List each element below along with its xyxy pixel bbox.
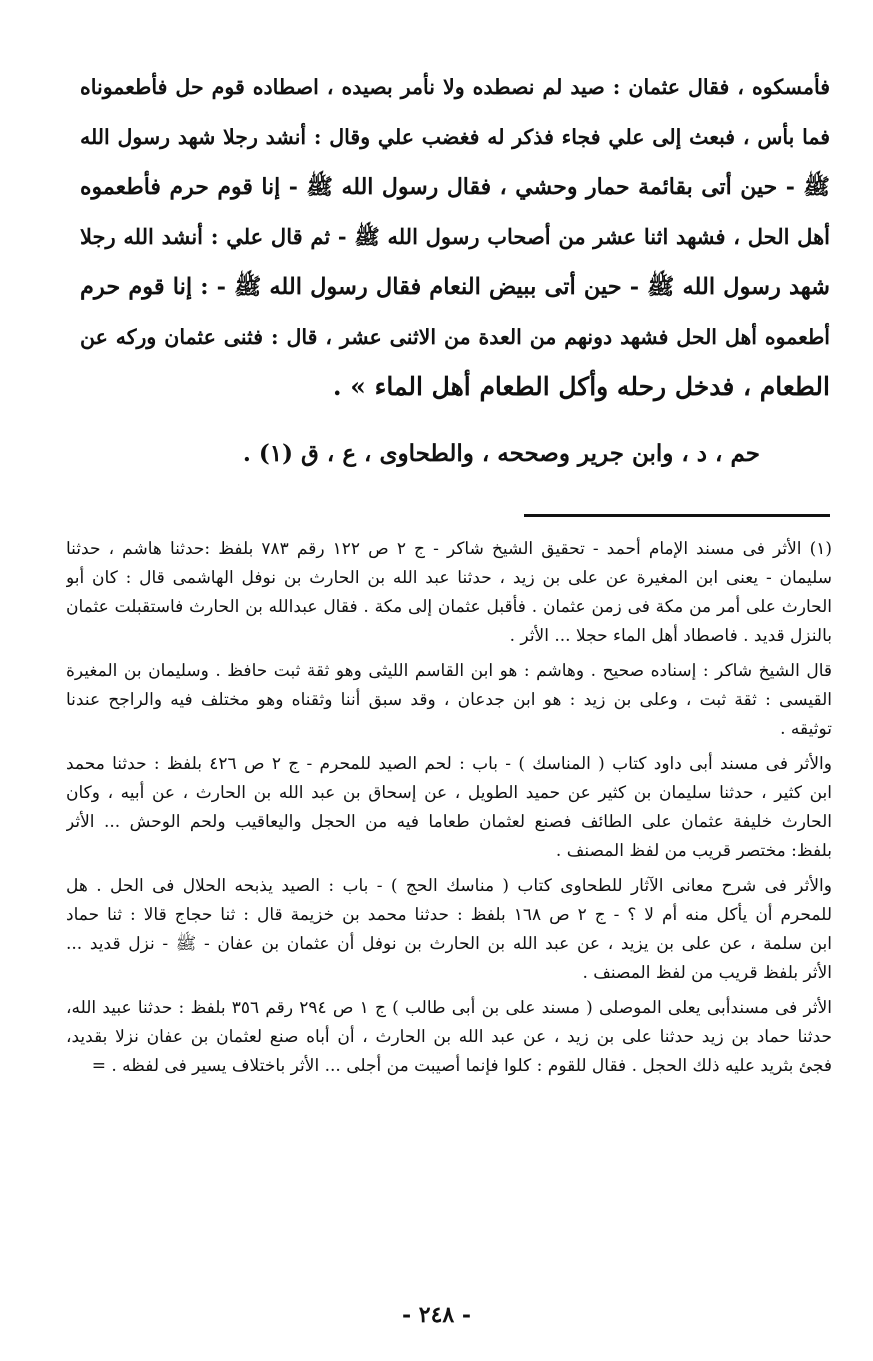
footnote-line: والأثر فى مسند أبى داود كتاب ( المناسك ) - باب : لحم الصيد للمحرم - ج ٢ ص ٤٢٦ بلفظ : حدثنا محمد [66,754,832,774]
main-text-line: فما بأس ، فبعث إلى علي فجاء فذكر له فغضب علي وقال : أنشد رجلا شهد رسول الله [80,125,830,149]
main-text-line: ﷺ - حين أتى بقائمة حمار وحشي ، فقال رسول الله ﷺ - إنا قوم حرم فأطعموه [80,174,830,200]
footnote-paragraph [66,994,832,1081]
main-text-line: فأمسكوه ، فقال عثمان : صيد لم نصطده ولا نأمر بصيده ، اصطاده قوم حل فأطعموناه [80,75,830,99]
footnote-line: الحارث على أمر من مكة فى زمن عثمان . فأقبل عثمان إلى مكة . فقال عبدالله بن الحارث فاستقبلت عثمان [66,597,832,617]
footnote-line: الأثر بلفظ قريب من لفظ المصنف . [582,963,832,983]
footnote-paragraph [66,657,832,744]
source-citation: حم ، د ، وابن جرير وصححه ، والطحاوى ، ع ، ق (١) . [242,440,760,467]
footnote-line: والأثر فى شرح معانى الآثار للطحاوى كتاب ( مناسك الحج ) - باب : الصيد يذبحه الحلال فى الحل . هل [66,876,832,896]
footnote-line: فجئ بثريد عليه ذلك الحجل . فقال للقوم : كلوا فإنما أصيبت من أجلى ... الأثر باختلاف يسير فى لفظه . = [91,1056,832,1076]
footnote-line: القيسى : ثقة ثبت ، وعلى بن زيد : هو ابن جدعان ، وقد سبق أننا وثقناه وهو مختلف فيه والراجح عندنا [66,690,832,710]
footnote-paragraph [66,872,832,988]
main-text-line: شهد رسول الله ﷺ - حين أتى ببيض النعام فقال رسول الله ﷺ - : إنا قوم حرم [80,274,830,300]
footnote-paragraph [66,750,832,866]
footnote-line: بالنزل قديد . فاصطاد أهل الماء حجلا ... الأثر . [509,626,832,646]
footnote-line: الحارث خليفة عثمان على الطائف فصنع لعثمان طعاما فيه من الحجل واليعاقيب ولحم الوحش ... الأثر [66,812,832,832]
footnote-line: توثيقه . [780,719,832,739]
footnote-line: سليمان - يعنى ابن المغيرة عن على بن زيد ، حدثنا عبد الله بن الحارث بن نوفل الهاشمى قال : كان أبو [66,568,832,588]
footnote-line: قال الشيخ شاكر : إسناده صحيح . وهاشم : هو ابن القاسم الليثى وهو ثقة ثبت حافظ . وسليمان بن المغيرة [66,661,832,681]
footnote-divider [524,514,830,517]
footnote-line: ابن كثير ، حدثنا سليمان بن كثير عن حميد الطويل ، عن إسحاق بن عبد الله بن الحارث ، عن أبيه ، وكان [66,783,832,803]
footnote-line: ابن سلمة ، عن على بن يزيد ، عن عبد الله بن الحارث بن نوفل أن عثمان بن عفان - ﷺ - نزل قديد ... [66,934,832,954]
main-text-line: الطعام ، فدخل رحله وأكل الطعام أهل الماء » . [332,372,830,401]
footnote-line: حدثنا حماد بن زيد حدثنا على بن زيد ، عن عبد الله بن الحارث ، أن أباه صنع لعثمان بن عفان نزلا بقديد، [66,1027,832,1047]
footnote-paragraph [66,535,832,651]
footnote-line: (١) الأثر فى مسند الإمام أحمد - تحقيق الشيخ شاكر - ج ٢ ص ١٢٢ رقم ٧٨٣ بلفظ :حدثنا هاشم ، حدثنا [66,539,832,559]
main-text-line: أهل الحل ، فشهد اثنا عشر من أصحاب رسول الله ﷺ - ثم قال علي : أنشد الله رجلا [80,224,830,249]
footnote-line: الأثر فى مسندأبى يعلى الموصلى ( مسند على بن أبى طالب ) ج ١ ص ٢٩٤ رقم ٣٥٦ بلفظ : حدثنا عبيد الله، [66,998,832,1018]
footnote-line: للمحرم أن يأكل منه أم لا ؟ - ج ٢ ص ١٦٨ بلفظ : حدثنا محمد بن خزيمة قال : ثنا حجاج قالا : ثنا حماد [66,905,832,925]
footnote-line: بلفظ: مختصر قريب من لفظ المصنف . [555,841,832,861]
footnotes [66,535,832,1081]
page-number: - ٢٤٨ - [401,1302,472,1328]
main-text-line: أطعموه أهل الحل فشهد دونهم من العدة من الاثنى عشر ، قال : فثنى عثمان وركه عن [80,325,830,349]
main-text [80,62,830,412]
